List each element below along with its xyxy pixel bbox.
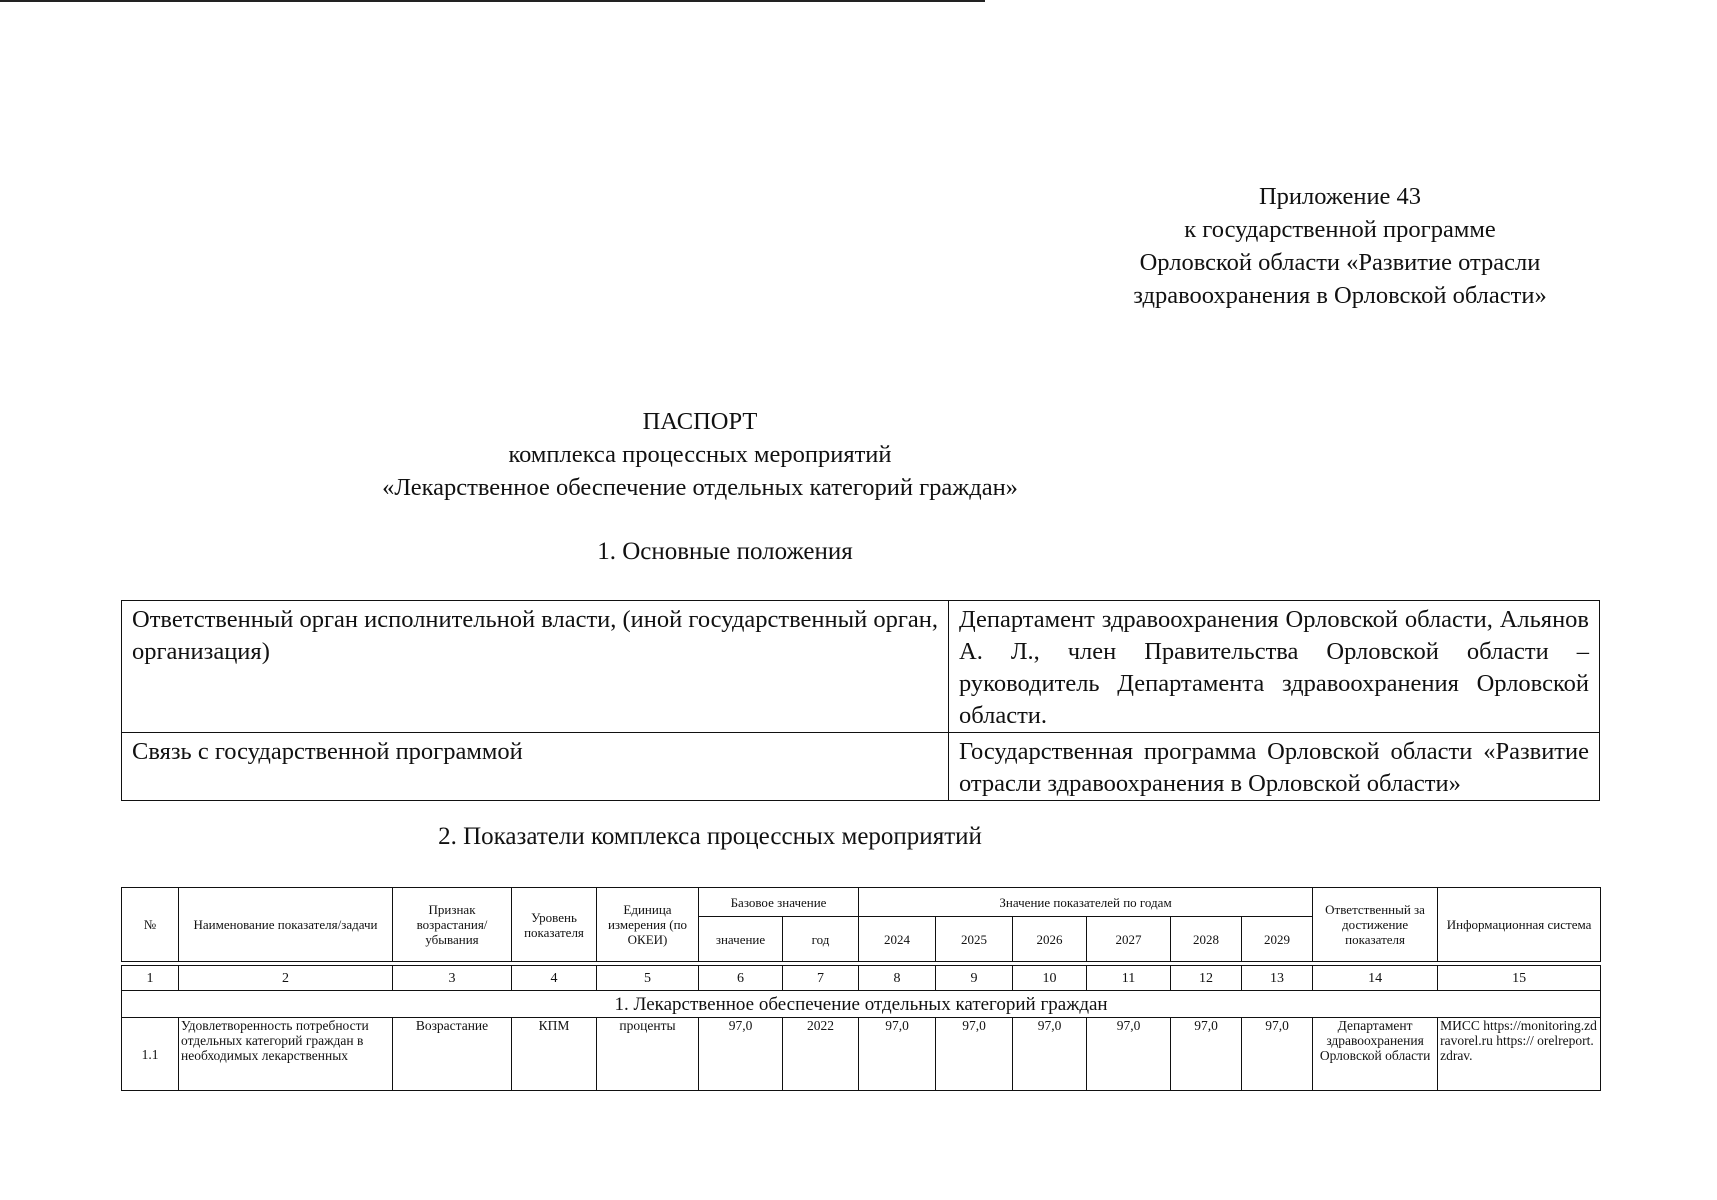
responsible-body-label: Ответственный орган исполнительной власти, (иной государственный орган, организация) [122, 601, 949, 733]
row-base-year: 2022 [783, 1018, 859, 1091]
row-value: 97,0 [936, 1018, 1013, 1091]
header-system: Информационная система [1438, 888, 1601, 962]
column-number: 7 [783, 966, 859, 991]
header-unit: Единица измерения (по ОКЕИ) [597, 888, 699, 962]
row-responsible: Департамент здравоохранения Орловской области [1313, 1018, 1438, 1091]
column-number: 11 [1087, 966, 1171, 991]
column-number: 3 [393, 966, 512, 991]
section1-title: 1. Основные положения [597, 538, 853, 565]
header-years-group: Значение показателей по годам [859, 888, 1313, 917]
column-number-row [122, 966, 1601, 991]
row-base-value: 97,0 [699, 1018, 783, 1091]
header-row [122, 888, 1601, 917]
header-year: 2024 [859, 917, 936, 962]
appendix-line: Орловской области «Развитие отрасли [1139, 249, 1541, 276]
column-number: 13 [1242, 966, 1313, 991]
table-row [122, 733, 1600, 801]
column-number: 14 [1313, 966, 1438, 991]
column-number: 2 [179, 966, 393, 991]
row-system: МИСС https://monitoring.zdravorel.ru https:// orelreport. zdrav. [1438, 1018, 1601, 1091]
table-row [122, 601, 1600, 733]
row-value: 97,0 [1171, 1018, 1242, 1091]
table-row [122, 1018, 1601, 1091]
row-value: 97,0 [859, 1018, 936, 1091]
header-base-year: год [783, 917, 859, 962]
column-number: 1 [122, 966, 179, 991]
header-base-value: значение [699, 917, 783, 962]
column-number: 4 [512, 966, 597, 991]
document-title [0, 405, 1400, 504]
title-main: ПАСПОРТ [642, 408, 758, 435]
header-base: Базовое значение [699, 888, 859, 917]
row-unit: проценты [597, 1018, 699, 1091]
header-num: № [122, 888, 179, 962]
subsection-row [122, 991, 1601, 1018]
row-value: 97,0 [1087, 1018, 1171, 1091]
column-number: 9 [936, 966, 1013, 991]
responsible-body-value: Департамент здравоохранения Орловской области, Альянов А. Л., член Правительства Орловской области – руководитель Департамента здравоохранения Орловской области. [949, 601, 1600, 733]
appendix-line: Приложение 43 [1258, 183, 1422, 210]
header-year: 2026 [1013, 917, 1087, 962]
appendix-line: здравоохранения в Орловской области» [1133, 282, 1547, 309]
scan-top-border [0, 0, 985, 2]
appendix-header [1090, 180, 1590, 312]
program-link-value: Государственная программа Орловской области «Развитие отрасли здравоохранения в Орловской области» [949, 733, 1600, 801]
basic-provisions-table [121, 600, 1600, 801]
indicators-table [121, 887, 1601, 1091]
row-level: КПМ [512, 1018, 597, 1091]
column-number: 8 [859, 966, 936, 991]
program-link-label: Связь с государственной программой [122, 733, 949, 801]
header-year: 2028 [1171, 917, 1242, 962]
subsection-title: 1. Лекарственное обеспечение отдельных категорий граждан [122, 991, 1601, 1018]
header-year: 2027 [1087, 917, 1171, 962]
title-name: «Лекарственное обеспечение отдельных категорий граждан» [382, 474, 1018, 501]
column-number: 12 [1171, 966, 1242, 991]
title-sub: комплекса процессных мероприятий [508, 441, 892, 468]
section2-title: 2. Показатели комплекса процессных мероприятий [438, 823, 982, 850]
header-year: 2025 [936, 917, 1013, 962]
row-value: 97,0 [1242, 1018, 1313, 1091]
row-sign: Возрастание [393, 1018, 512, 1091]
row-name: Удовлетворенность потребности отдельных категорий граждан в необходимых лекарственных [179, 1018, 393, 1091]
appendix-line: к государственной программе [1184, 216, 1496, 243]
header-year: 2029 [1242, 917, 1313, 962]
header-responsible: Ответственный за достижение показателя [1313, 888, 1438, 962]
header-sign: Признак возрастания/ убывания [393, 888, 512, 962]
column-number: 15 [1438, 966, 1601, 991]
column-number: 5 [597, 966, 699, 991]
header-level: Уровень показателя [512, 888, 597, 962]
header-name: Наименование показателя/задачи [179, 888, 393, 962]
column-number: 6 [699, 966, 783, 991]
column-number: 10 [1013, 966, 1087, 991]
row-value: 97,0 [1013, 1018, 1087, 1091]
row-num: 1.1 [122, 1018, 179, 1091]
